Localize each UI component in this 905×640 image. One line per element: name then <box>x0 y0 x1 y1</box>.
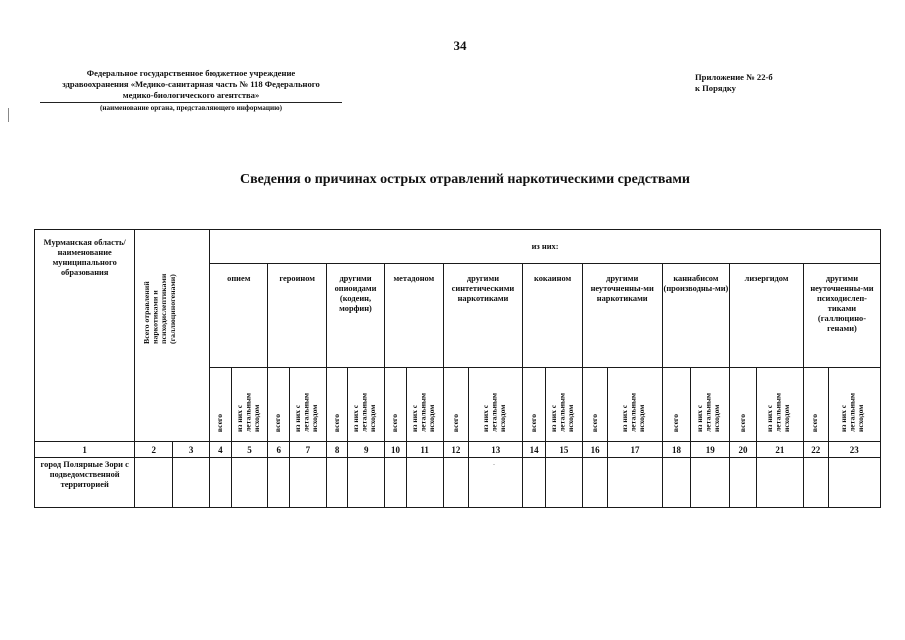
column-number: 15 <box>545 442 582 458</box>
org-line-3: медико-биологического агентства» <box>122 90 260 100</box>
data-cell[interactable] <box>326 458 348 508</box>
subheader-lethal <box>828 368 881 442</box>
data-cell[interactable] <box>545 458 582 508</box>
subheader-lethal <box>348 368 385 442</box>
subheader-total-text: всего <box>331 413 341 432</box>
column-number: 5 <box>231 442 268 458</box>
subheader-lethal-text: из них с летальным исходом <box>234 392 261 432</box>
subheader-total-text: всего <box>589 413 599 432</box>
data-cell[interactable] <box>803 458 828 508</box>
column-number: 16 <box>582 442 608 458</box>
page-number: 34 <box>453 38 467 53</box>
appendix-line-1: Приложение № 22-б <box>695 72 773 82</box>
subheader-lethal-text: из них с летальным исходом <box>620 392 647 432</box>
data-cell[interactable] <box>231 458 268 508</box>
subheader-total-text: всего <box>273 413 283 432</box>
subheader-lethal <box>231 368 268 442</box>
subheader-lethal <box>469 368 523 442</box>
column-number: 18 <box>662 442 691 458</box>
column-number: 1 <box>35 442 135 458</box>
data-cell[interactable] <box>268 458 290 508</box>
data-cell[interactable] <box>210 458 232 508</box>
data-cell[interactable] <box>662 458 691 508</box>
subheader-total-text: всего <box>390 413 400 432</box>
subheader-lethal-text: из них с летальным исходом <box>695 392 722 432</box>
subheader-total <box>210 368 232 442</box>
organization-name <box>40 68 342 101</box>
data-cell[interactable] <box>443 458 469 508</box>
subheader-total-text: всего <box>671 413 681 432</box>
margin-mark <box>8 108 9 122</box>
column-number: 7 <box>289 442 326 458</box>
subheader-total <box>662 368 691 442</box>
subheader-total <box>268 368 290 442</box>
org-line-2: здравоохранения «Медико-санитарная часть № 118 Федерального <box>62 79 320 89</box>
subheader-lethal-text: из них с летальным исходом <box>764 392 792 432</box>
column-number: 19 <box>691 442 730 458</box>
data-cell[interactable] <box>730 458 757 508</box>
data-cell[interactable] <box>608 458 662 508</box>
subheader-total-text: всего <box>528 413 538 432</box>
column-number: 6 <box>268 442 290 458</box>
column-number: 22 <box>803 442 828 458</box>
data-cell[interactable] <box>582 458 608 508</box>
subheader-total <box>582 368 608 442</box>
subheader-total <box>443 368 469 442</box>
column-number: 20 <box>730 442 757 458</box>
appendix-line-2: к Порядку <box>695 83 736 93</box>
subheader-lethal <box>545 368 582 442</box>
header-region: Мурманская область/ наименование муниципального образования <box>35 230 135 442</box>
subheader-lethal-text: из них с летальным исходом <box>409 392 436 432</box>
data-cell[interactable] <box>523 458 546 508</box>
column-number: 9 <box>348 442 385 458</box>
data-cell[interactable] <box>173 458 210 508</box>
data-cell[interactable] <box>135 458 173 508</box>
column-number: 8 <box>326 442 348 458</box>
data-cell[interactable] <box>691 458 730 508</box>
group-lysergide: лизергидом <box>730 264 804 368</box>
subheader-lethal-text: из них с летальным исходом <box>548 392 576 432</box>
subheader-total <box>326 368 348 442</box>
header-of-them: из них: <box>210 230 881 264</box>
column-number: 2 <box>135 442 173 458</box>
subheader-total-text: всего <box>450 413 460 432</box>
subheader-total <box>730 368 757 442</box>
document-title: Сведения о причинах острых отравлений наркотическими средствами <box>239 172 690 187</box>
subheader-total <box>803 368 828 442</box>
subheader-lethal <box>608 368 662 442</box>
org-underline <box>40 102 342 103</box>
poisoning-table <box>34 229 881 508</box>
subheader-total-text: всего <box>737 413 747 432</box>
group-methadone: метадоном <box>385 264 443 368</box>
subheader-total <box>385 368 407 442</box>
appendix-reference <box>695 72 855 94</box>
subheader-lethal <box>406 368 443 442</box>
data-cell[interactable] <box>289 458 326 508</box>
group-other-synthetic: другими синтетическими наркотиками <box>443 264 523 368</box>
subheader-lethal <box>289 368 326 442</box>
column-number: 10 <box>385 442 407 458</box>
data-cell[interactable] <box>756 458 803 508</box>
org-caption: (наименование органа, представляющего информацию) <box>100 104 282 112</box>
group-cocaine: кокаином <box>523 264 582 368</box>
group-cannabis: каннабисом (производны-ми) <box>662 264 730 368</box>
row-label-polyarnye-zori: город Полярные Зори с подведомственной территорией <box>35 458 135 508</box>
data-cell[interactable] <box>385 458 407 508</box>
column-number: 13 <box>469 442 523 458</box>
subheader-lethal <box>691 368 730 442</box>
group-other-opioids: другими опиоидами (кодеин, морфин) <box>326 264 384 368</box>
subheader-lethal-text: из них с летальным исходом <box>839 392 866 432</box>
data-cell[interactable] <box>469 458 523 508</box>
subheader-lethal-text: из них с летальным исходом <box>351 392 378 432</box>
subheader-total-text: всего <box>810 413 820 432</box>
column-number: 21 <box>756 442 803 458</box>
group-other-psychodysleptics: другими неуточненны-ми психодислеп-тиками (галлюцино-генами) <box>803 264 880 368</box>
org-line-1: Федеральное государственное бюджетное учреждение <box>86 68 296 78</box>
column-number: 11 <box>406 442 443 458</box>
data-cell[interactable] <box>348 458 385 508</box>
header-total-poisonings <box>135 230 210 442</box>
subheader-total <box>523 368 546 442</box>
subheader-total-text: всего <box>215 413 225 432</box>
data-cell[interactable] <box>828 458 881 508</box>
group-opium: опием <box>210 264 268 368</box>
subheader-lethal <box>756 368 803 442</box>
group-heroin: героином <box>268 264 326 368</box>
column-number: 17 <box>608 442 662 458</box>
subheader-lethal-text: из них с летальным исходом <box>480 392 507 432</box>
column-number: 23 <box>828 442 881 458</box>
data-cell[interactable] <box>406 458 443 508</box>
column-number: 14 <box>523 442 546 458</box>
header-total-poisonings-text: Всего отравлений наркотиками и психодислептиками (галлюциногенами) <box>142 273 178 344</box>
column-number: 4 <box>210 442 232 458</box>
column-number: 12 <box>443 442 469 458</box>
group-other-unspecified: другими неуточненны-ми наркотиками <box>582 264 662 368</box>
subheader-lethal-text: из них с летальным исходом <box>292 392 320 432</box>
stray-mark: - <box>493 462 495 468</box>
column-number: 3 <box>173 442 210 458</box>
